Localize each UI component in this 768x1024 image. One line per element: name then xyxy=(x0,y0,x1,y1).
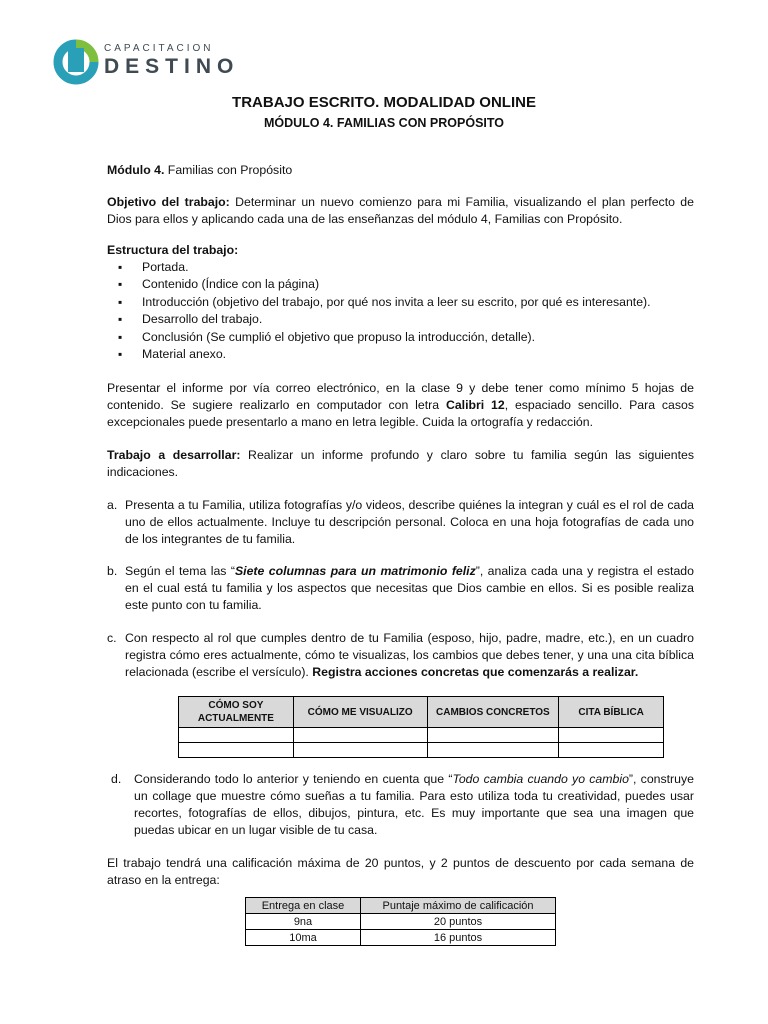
list-item: ▪ Introducción (objetivo del trabajo, por qué nos invita a leer su escrito, por qué es interesante). xyxy=(118,294,651,311)
item-b-label: b. xyxy=(107,564,118,578)
table-row xyxy=(179,728,664,743)
grading-paragraph: El trabajo tendrá una calificación máxima de 20 puntos, y 2 puntos de descuento por cada semana de atraso en la entrega: xyxy=(107,856,694,887)
list-item: ▪ Material anexo. xyxy=(118,346,651,363)
role-table-header: CÓMO ME VISUALIZO xyxy=(293,697,427,728)
table-cell xyxy=(179,743,294,758)
table-row xyxy=(246,930,556,946)
item-d-post: ”, construye un collage que muestre cómo sueñas a tu familia. Para esto utiliza toda tu creatividad, puedes usar recortes, fotografías de ellos, dibujos, pintura, etc. Es muy importante que sea una imagen que puedas ubicar en un lugar visible de tu casa. xyxy=(134,772,694,837)
item-a-label: a. xyxy=(107,498,118,512)
item-c-label: c. xyxy=(107,631,117,645)
list-item: ▪ Desarrollo del trabajo. xyxy=(118,311,651,328)
module-line-bold: Módulo 4. xyxy=(107,163,165,177)
grading-table xyxy=(245,897,556,946)
item-c-text xyxy=(125,630,694,681)
structure-list xyxy=(118,259,651,363)
logo-mark-icon xyxy=(52,38,100,90)
brand-main-text: DESTINO xyxy=(104,55,240,78)
role-table xyxy=(178,696,664,758)
objective-label: Objetivo del trabajo: xyxy=(107,195,230,209)
module-line xyxy=(107,162,694,179)
grading-table-header: Entrega en clase xyxy=(246,898,361,914)
document-subtitle: MÓDULO 4. FAMILIAS CON PROPÓSITO xyxy=(263,116,505,130)
item-d xyxy=(111,771,694,839)
role-table-header: CÓMO SOY ACTUALMENTE xyxy=(179,697,294,728)
brand-top-text: CAPACITACION xyxy=(104,43,214,54)
item-c-bold: Registra acciones concretas que comenzarás a realizar. xyxy=(312,665,639,679)
document-title: TRABAJO ESCRITO. MODALIDAD ONLINE xyxy=(232,94,536,111)
list-item: ▪ Contenido (Índice con la página) xyxy=(118,276,651,293)
table-row xyxy=(179,743,664,758)
table-cell xyxy=(427,743,559,758)
item-a-text: Presenta a tu Familia, utiliza fotografías y/o videos, describe quiénes la integran y cuál es el rol de cada uno de ellos actualmente. Incluye tu descripción personal. Coloca en una hoja fotografías de cada uno de los integrantes de tu familia. xyxy=(125,498,694,546)
item-a xyxy=(107,497,694,548)
task-label: Trabajo a desarrollar: xyxy=(107,448,241,462)
item-b-emphasis: Siete columnas para un matrimonio feliz xyxy=(234,564,476,578)
item-d-label: d. xyxy=(111,772,122,786)
table-row xyxy=(246,914,556,930)
item-d-pre: Considerando todo lo anterior y teniendo en cuenta que “ xyxy=(134,772,453,786)
present-paragraph xyxy=(107,380,694,431)
objective-text: Determinar un nuevo comienzo para mi Familia, visualizando el plan perfecto de Dios para ellos y aplicando cada una de las enseñanzas del módulo 4, Familias con Propósito. xyxy=(107,195,694,226)
table-cell: 10ma xyxy=(246,930,361,946)
item-d-emphasis: Todo cambia cuando yo cambio xyxy=(452,772,629,786)
task-text: Realizar un informe profundo y claro sobre tu familia según las siguientes indicaciones. xyxy=(107,448,694,479)
item-c xyxy=(107,630,694,681)
role-table-header: CITA BÍBLICA xyxy=(559,697,664,728)
table-cell xyxy=(293,743,427,758)
table-cell: 16 puntos xyxy=(361,930,556,946)
table-cell xyxy=(559,728,664,743)
present-font-bold: Calibri 12 xyxy=(445,398,505,412)
grading-table-header: Puntaje máximo de calificación xyxy=(361,898,556,914)
item-b-post: ”, analiza cada una y registra el estado en el cual está tu familia y los aspectos que necesitas que Dios cambie en ellos. Si es posible realiza este punto con tu familia. xyxy=(125,564,694,612)
table-cell xyxy=(179,728,294,743)
present-text-1: Presentar el informe por vía correo electrónico, en la clase 9 y debe tener como mínimo 5 hojas de contenido. Se sugiere realizarlo en computador con letra xyxy=(107,381,694,412)
objective-paragraph xyxy=(107,194,694,228)
task-paragraph xyxy=(107,447,694,481)
table-cell xyxy=(427,728,559,743)
present-text-2: , espaciado sencillo. Para casos excepcionales puede presentarlo a mano en letra legible. Cuida la ortografía y redacción. xyxy=(107,398,694,429)
table-cell: 9na xyxy=(246,914,361,930)
item-d-text xyxy=(134,771,694,839)
table-cell xyxy=(293,728,427,743)
item-b-text xyxy=(125,563,694,614)
item-c-plain: Con respecto al rol que cumples dentro de tu Familia (esposo, hijo, padre, madre, etc.), en un cuadro registra cómo eres actualmente, cómo te visualizas, los cambios que debes tener, y una una cita bíblica relacionada (escribe el versículo). xyxy=(125,631,694,679)
item-b xyxy=(107,563,694,614)
role-table-header: CAMBIOS CONCRETOS xyxy=(427,697,559,728)
structure-label: Estructura del trabajo: xyxy=(107,243,239,257)
item-b-pre: Según el tema las “ xyxy=(125,564,235,578)
list-item: ▪ Portada. xyxy=(118,259,651,276)
module-line-text: Familias con Propósito xyxy=(164,163,293,177)
table-cell: 20 puntos xyxy=(361,914,556,930)
list-item: ▪ Conclusión (Se cumplió el objetivo que propuso la introducción, detalle). xyxy=(118,329,651,346)
brand-logo xyxy=(52,38,252,90)
table-cell xyxy=(559,743,664,758)
